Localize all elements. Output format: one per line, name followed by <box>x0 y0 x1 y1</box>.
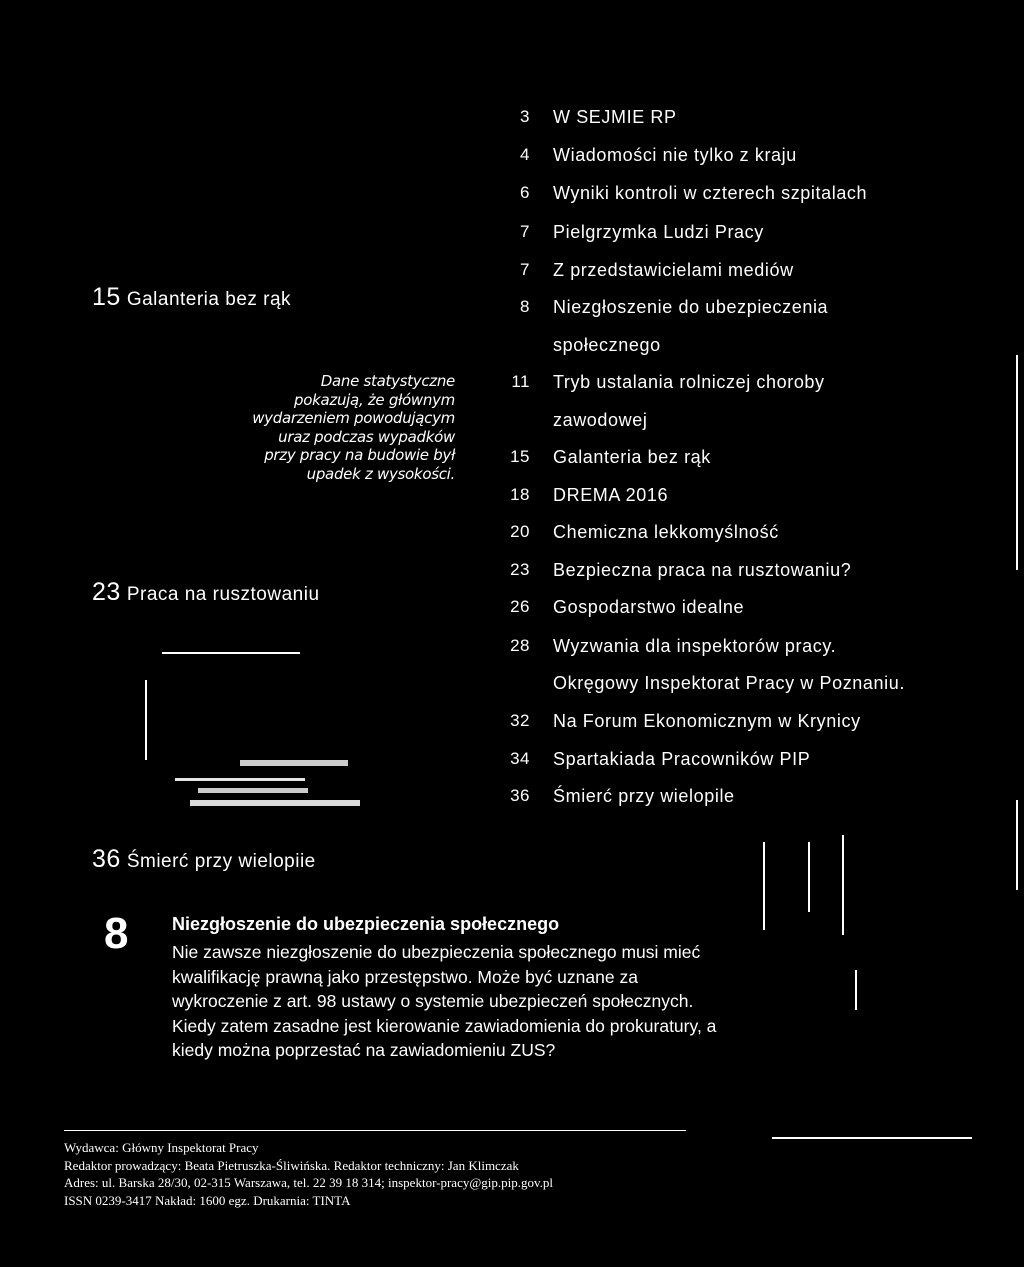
toc-title-continuation: Okręgowy Inspektorat Pracy w Poznaniu. <box>553 673 905 693</box>
toc-page-number: 18 <box>510 485 530 504</box>
toc-page-number: 11 <box>511 372 530 391</box>
imprint-publisher: Wydawca: Główny Inspektorat Pracy <box>64 1140 259 1155</box>
toc-title: Wyzwania dla inspektorów pracy. <box>553 636 837 656</box>
toc-page-number: 23 <box>510 560 530 579</box>
feature-title: Śmierć przy wielopiie <box>126 851 316 872</box>
toc-title: DREMA 2016 <box>553 485 669 505</box>
feature-page-number: 15 <box>92 283 121 311</box>
toc-page-number: 7 <box>520 260 530 279</box>
toc-page-number: 8 <box>520 297 530 316</box>
toc-page-number: 36 <box>510 786 530 805</box>
toc-page-number: 20 <box>510 522 530 541</box>
highlight-title[interactable]: Niezgłoszenie do ubezpieczenia społecznego <box>172 914 560 934</box>
toc-page-number: 28 <box>510 636 530 655</box>
toc-page-number: 26 <box>510 597 530 616</box>
toc-page-number: 6 <box>520 183 530 202</box>
toc-title: Bezpieczna praca na rusztowaniu? <box>553 560 852 580</box>
toc-page-number: 3 <box>520 107 530 126</box>
toc-page-number: 34 <box>510 749 530 768</box>
feature-title: Praca na rusztowaniu <box>126 584 320 605</box>
divider-line <box>855 970 857 1010</box>
toc-title: Niezgłoszenie do ubezpieczenia <box>553 297 829 317</box>
toc-title: Wyniki kontroli w czterech szpitalach <box>553 183 868 203</box>
toc-title-continuation: zawodowej <box>553 410 648 430</box>
toc-page-number: 7 <box>520 222 530 241</box>
highlight-body: Nie zawsze niezgłoszenie do ubezpieczenia społecznego musi mieć kwalifikację prawną jako przestępstwo. Może być uznane za wykroczenie z art. 98 ustawy o systemie ubezpieczeń społecznych. Kiedy zatem zasadne jest kierowanie zawiadomienia do prokuratury, a kiedy można poprzestać na zawiadomieniu ZUS? <box>172 942 717 1060</box>
toc-title: Chemiczna lekkomyślność <box>553 522 779 542</box>
divider-line <box>145 680 147 760</box>
toc-page-number: 32 <box>510 711 530 730</box>
footer-rule <box>772 1137 972 1139</box>
toc-title: W SEJMIE RP <box>553 107 677 127</box>
feature-page-number: 36 <box>92 845 121 873</box>
toc-title: Z przedstawicielami mediów <box>553 260 794 280</box>
divider-line <box>1016 355 1018 570</box>
toc-page-number: 4 <box>520 145 530 164</box>
imprint-issn: ISSN 0239-3417 Nakład: 1600 egz. Drukarnia: TINTA <box>64 1192 351 1208</box>
toc-title: Spartakiada Pracowników PIP <box>553 749 811 769</box>
image-fragment <box>240 760 348 766</box>
imprint-address: Adres: ul. Barska 28/30, 02-315 Warszawa, tel. 22 39 18 314; inspektor-pracy@gip.pip.gov.pl <box>64 1175 554 1190</box>
toc-title: Wiadomości nie tylko z kraju <box>553 145 797 165</box>
divider-line <box>808 842 810 912</box>
toc-title: Pielgrzymka Ludzi Pracy <box>553 222 764 242</box>
image-fragment <box>190 800 360 806</box>
toc-title: Na Forum Ekonomicznym w Krynicy <box>553 711 861 731</box>
toc-title: Gospodarstwo idealne <box>553 597 745 617</box>
toc-title-continuation: społecznego <box>553 335 661 355</box>
image-fragment <box>198 788 308 793</box>
divider-line <box>842 835 844 935</box>
toc-page-number: 15 <box>510 447 530 466</box>
feature-teaser-23[interactable] <box>92 578 320 607</box>
feature-teaser-36[interactable] <box>92 845 316 874</box>
feature-title: Galanteria bez rąk <box>126 289 292 310</box>
feature-page-number: 23 <box>92 578 121 606</box>
toc-title: Tryb ustalania rolniczej choroby <box>553 372 825 392</box>
feature-quote: Dane statystyczne pokazują, że głównym wydarzeniem powodującym uraz podczas wypadków przy pracy na budowie był upadek z wysokości. <box>252 372 455 483</box>
divider-line <box>1016 800 1018 890</box>
toc-title: Galanteria bez rąk <box>553 447 711 467</box>
divider-line <box>763 842 765 930</box>
feature-teaser-15[interactable] <box>92 283 291 312</box>
footer-rule <box>64 1130 686 1131</box>
image-fragment <box>175 778 305 781</box>
highlight-page-number: 8 <box>104 909 129 958</box>
imprint <box>64 1139 704 1209</box>
divider-line <box>162 652 300 654</box>
toc-title: Śmierć przy wielopile <box>553 786 735 806</box>
imprint-editors: Redaktor prowadzący: Beata Pietruszka-Śliwińska. Redaktor techniczny: Jan Klimczak <box>64 1157 519 1173</box>
